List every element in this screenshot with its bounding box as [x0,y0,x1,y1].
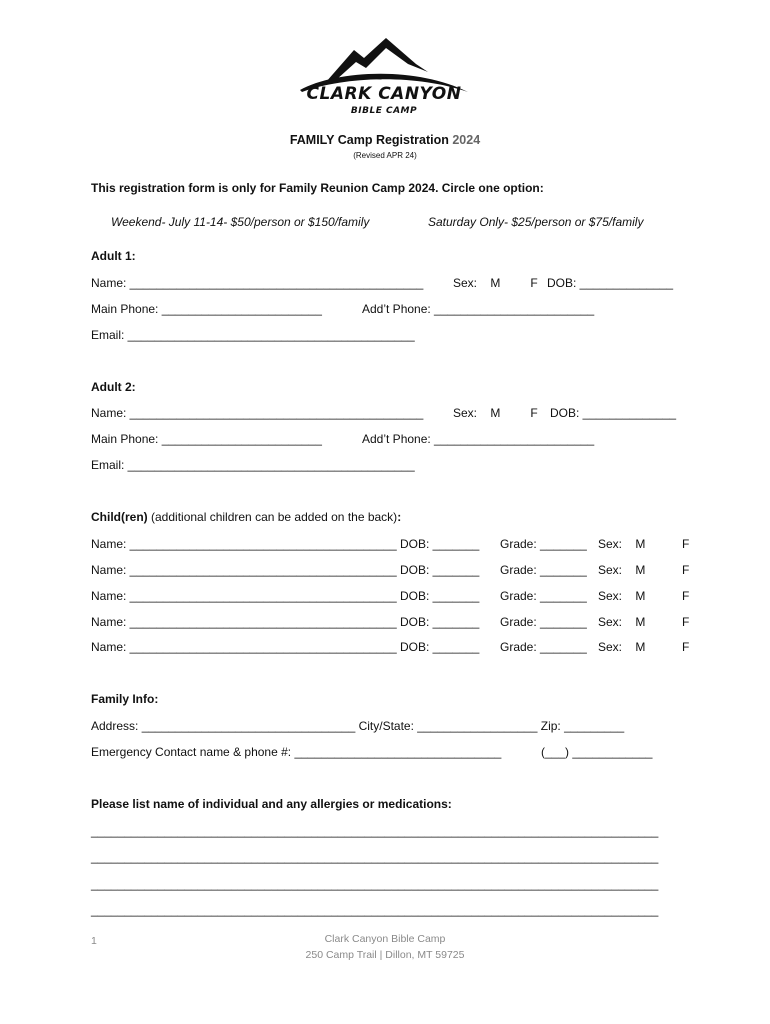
children-heading-label: Child(ren) [91,510,148,524]
form-title-main: FAMILY Camp Registration [289,133,449,147]
adult1-main-phone-field[interactable]: Main Phone: ________________________ [91,302,322,316]
children-heading-colon: : [397,510,402,524]
child-name-dob-field[interactable]: Name: ________________________________________ DOB: _______ [91,640,480,654]
child-grade-field[interactable]: Grade: _______ [500,615,587,629]
logo-subtitle: BIBLE CAMP [350,106,418,116]
child-sex-field[interactable]: Sex: M F [598,589,690,603]
option-saturday[interactable]: Saturday Only- $25/person or $75/family [428,215,644,229]
adult1-add-phone-field[interactable]: Add’t Phone: ________________________ [362,302,595,316]
adult2-dob-field[interactable]: DOB: ______________ [550,406,677,420]
adult1-sex-field[interactable]: Sex: M F [453,276,538,290]
adult2-add-phone-field[interactable]: Add’t Phone: ________________________ [362,432,595,446]
child-grade-field[interactable]: Grade: _______ [500,563,587,577]
children-heading [91,509,401,525]
adult2-heading: Adult 2: [91,380,136,394]
adult2-sex-field[interactable]: Sex: M F [453,406,538,420]
allergies-line[interactable]: _____________________________________________________________________________________ [91,877,659,891]
form-title [0,132,770,148]
child-name-dob-field[interactable]: Name: ________________________________________ DOB: _______ [91,563,480,577]
address-field[interactable]: Address: ________________________________ City/State: __________________ Zip: _________ [91,719,625,733]
child-sex-field[interactable]: Sex: M F [598,537,690,551]
family-info-heading: Family Info: [91,692,159,706]
revised-date: (Revised APR 24) [353,151,417,160]
child-grade-field[interactable]: Grade: _______ [500,640,587,654]
child-name-dob-field[interactable]: Name: ________________________________________ DOB: _______ [91,589,480,603]
children-heading-note: (additional children can be added on the back) [147,510,398,524]
child-sex-field[interactable]: Sex: M F [598,563,690,577]
child-sex-field[interactable]: Sex: M F [598,615,690,629]
footer-address: 250 Camp Trail | Dillon, MT 59725 [305,949,465,961]
child-grade-field[interactable]: Grade: _______ [500,537,587,551]
adult1-name-field[interactable]: Name: ____________________________________________ [91,276,424,290]
adult1-email-field[interactable]: Email: ___________________________________________ [91,328,415,342]
child-sex-field[interactable]: Sex: M F [598,640,690,654]
adult2-main-phone-field[interactable]: Main Phone: ________________________ [91,432,322,446]
emergency-phone-field[interactable]: (___) ____________ [541,745,653,759]
form-title-year: 2024 [452,133,481,147]
option-weekend[interactable]: Weekend- July 11-14- $50/person or $150/family [111,215,370,229]
child-grade-field[interactable]: Grade: _______ [500,589,587,603]
adult2-name-field[interactable]: Name: ____________________________________________ [91,406,424,420]
allergies-line[interactable]: _____________________________________________________________________________________ [91,850,659,864]
adult2-email-field[interactable]: Email: ___________________________________________ [91,458,415,472]
clark-canyon-logo [296,34,472,124]
child-name-dob-field[interactable]: Name: ________________________________________ DOB: _______ [91,537,480,551]
allergies-heading: Please list name of individual and any allergies or medications: [91,797,452,811]
logo-name: CLARK CANYON [306,84,462,104]
adult1-heading: Adult 1: [91,249,136,263]
adult1-dob-field[interactable]: DOB: ______________ [547,276,674,290]
allergies-line[interactable]: _____________________________________________________________________________________ [91,824,659,838]
footer-org: Clark Canyon Bible Camp [324,933,446,945]
page-number: 1 [91,935,97,947]
emergency-contact-field[interactable]: Emergency Contact name & phone #: _______________________________ [91,745,502,759]
intro-text: This registration form is only for Family Reunion Camp 2024. Circle one option: [91,181,544,195]
allergies-line[interactable]: _____________________________________________________________________________________ [91,903,659,917]
child-name-dob-field[interactable]: Name: ________________________________________ DOB: _______ [91,615,480,629]
